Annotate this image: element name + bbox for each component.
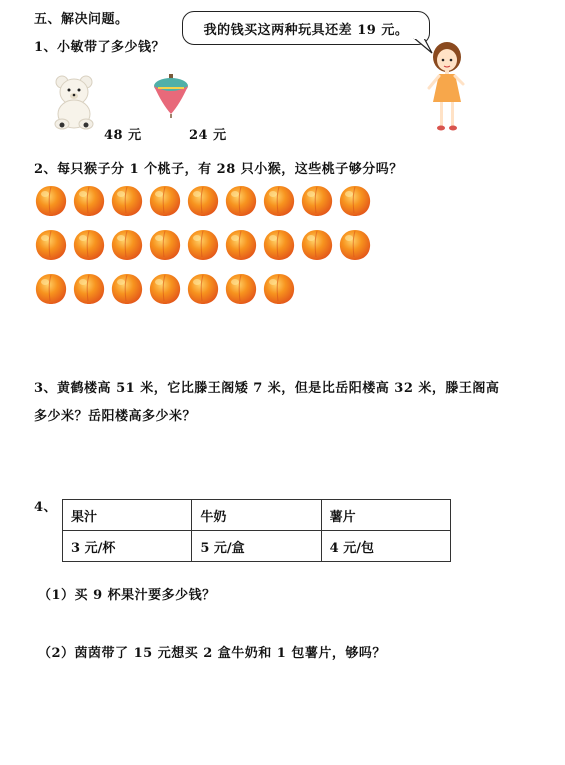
table-header-juice: 果汁 [63, 500, 192, 531]
question-4-label: 4、 [34, 500, 58, 515]
peach-icon [186, 271, 220, 309]
peach-row-1 [34, 183, 372, 221]
spinning-top-icon [152, 74, 190, 118]
peach-icon [262, 271, 296, 309]
peach-icon [110, 227, 144, 265]
table-row [63, 500, 451, 531]
peach-row-3 [34, 271, 296, 309]
peach-icon [338, 183, 372, 221]
table-cell-juice-price: 3 元/杯 [63, 531, 192, 562]
question-2-label: 2、每只猴子分 1 个桃子，有 28 只小猴，这些桃子够分吗？ [34, 162, 403, 177]
peach-icon [34, 227, 68, 265]
peach-icon [34, 271, 68, 309]
question-4-sub-1: （1）买 9 杯果汁要多少钱？ [38, 588, 216, 603]
table-header-milk: 牛奶 [192, 500, 321, 531]
price-table [62, 499, 451, 562]
table-row [63, 531, 451, 562]
peach-icon [72, 183, 106, 221]
peach-row-2 [34, 227, 372, 265]
peach-icon [148, 183, 182, 221]
speech-bubble-text: 我的钱买这两种玩具还差 19 元。 [203, 22, 409, 38]
peach-icon [148, 227, 182, 265]
table-cell-milk-price: 5 元/盒 [192, 531, 321, 562]
speech-bubble [182, 11, 430, 45]
peach-icon [300, 183, 334, 221]
peach-icon [300, 227, 334, 265]
table-header-chips: 薯片 [321, 500, 450, 531]
peach-icon [224, 183, 258, 221]
question-1-label: 1、小敏带了多少钱？ [34, 40, 166, 55]
peach-icon [262, 183, 296, 221]
peach-icon [186, 183, 220, 221]
top-price: 24 元 [189, 128, 227, 143]
girl-illustration [425, 40, 469, 134]
peach-icon [224, 227, 258, 265]
question-3-line-2: 多少米？岳阳楼高多少米？ [34, 409, 197, 424]
peach-icon [72, 271, 106, 309]
peach-icon [338, 227, 372, 265]
table-cell-chips-price: 4 元/包 [321, 531, 450, 562]
peach-icon [262, 227, 296, 265]
section-title: 五、解决问题。 [34, 12, 129, 27]
peach-icon [186, 227, 220, 265]
peach-icon [224, 271, 258, 309]
peach-icon [148, 271, 182, 309]
bear-price: 48 元 [104, 128, 142, 143]
peach-icon [110, 183, 144, 221]
peach-icon [34, 183, 68, 221]
peach-icon [72, 227, 106, 265]
teddy-bear-icon [50, 74, 98, 130]
peach-icon [110, 271, 144, 309]
question-3-line-1: 3、黄鹤楼高 51 米，它比滕王阁矮 7 米，但是比岳阳楼高 32 米，滕王阁高 [34, 381, 500, 396]
question-4-sub-2: （2）茵茵带了 15 元想买 2 盒牛奶和 1 包薯片，够吗？ [38, 646, 386, 661]
